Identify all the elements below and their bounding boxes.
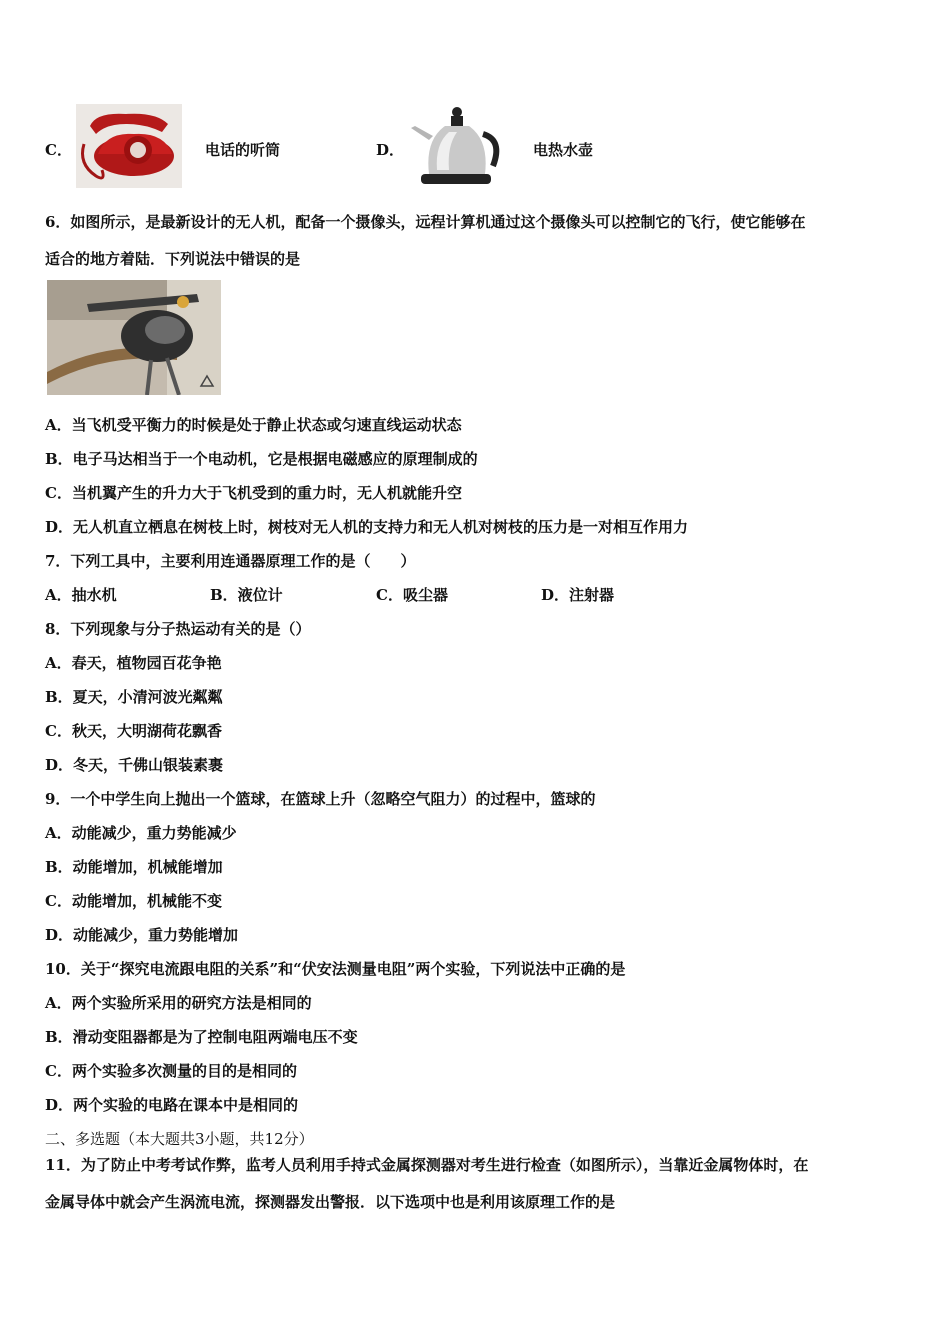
q8-option-b: B．夏天，小清河波光粼粼 — [45, 688, 223, 706]
q5-option-d-text: 电热水壶 — [533, 141, 594, 159]
q7-option-b: B．液位计 — [210, 586, 283, 604]
telephone-image — [76, 104, 182, 188]
electric-kettle-image — [407, 100, 507, 188]
section-heading: 二、多选题（本大题共3小题，共12分） — [45, 1130, 314, 1148]
q10-option-c: C．两个实验多次测量的目的是相同的 — [45, 1062, 297, 1080]
q6-option-a: A．当飞机受平衡力的时候是处于静止状态或匀速直线运动状态 — [45, 416, 462, 434]
q6-option-b: B．电子马达相当于一个电动机，它是根据电磁感应的原理制成的 — [45, 450, 478, 468]
q8-option-d: D．冬天，千佛山银装素裹 — [45, 756, 224, 774]
q9-option-c: C．动能增加，机械能不变 — [45, 892, 222, 910]
q8-option-c: C．秋天，大明湖荷花飘香 — [45, 722, 222, 740]
q9-option-d: D．动能减少，重力势能增加 — [45, 926, 239, 944]
q7-option-c: C．吸尘器 — [376, 586, 448, 604]
q6-stem-line2: 适合的地方着陆．下列说法中错误的是 — [45, 250, 301, 268]
q5-option-d-label: D． — [376, 141, 405, 159]
q11-stem-line2: 金属导体中就会产生涡流电流，探测器发出警报．以下选项中也是利用该原理工作的是 — [45, 1193, 616, 1211]
q10-option-b: B．滑动变阻器都是为了控制电阻两端电压不变 — [45, 1028, 358, 1046]
q9-stem: 9．一个中学生向上抛出一个篮球，在篮球上升（忽略空气阻力）的过程中，篮球的 — [45, 790, 596, 808]
q6-option-c: C．当机翼产生的升力大于飞机受到的重力时，无人机就能升空 — [45, 484, 462, 502]
q7-stem: 7．下列工具中，主要利用连通器原理工作的是（ ） — [45, 552, 416, 570]
q6-stem-line1: 6．如图所示，是最新设计的无人机，配备一个摄像头，远程计算机通过这个摄像头可以控制它的飞行，使它能够在 — [45, 213, 806, 231]
q10-option-d: D．两个实验的电路在课本中是相同的 — [45, 1096, 299, 1114]
q8-option-a: A．春天，植物园百花争艳 — [45, 654, 222, 672]
q11-stem-line1: 11．为了防止中考考试作弊，监考人员利用手持式金属探测器对考生进行检查（如图所示），当靠近金属物体时，在 — [45, 1156, 809, 1174]
q5-option-c-text: 电话的听筒 — [205, 141, 281, 159]
q7-option-d: D．注射器 — [541, 586, 615, 604]
q6-option-d: D．无人机直立栖息在树枝上时，树枝对无人机的支持力和无人机对树枝的压力是一对相互作用力 — [45, 518, 689, 536]
q10-stem: 10．关于“探究电流跟电阻的关系”和“伏安法测量电阻”两个实验，下列说法中正确的是 — [45, 960, 626, 978]
drone-on-branch-image — [47, 280, 221, 395]
q10-option-a: A．两个实验所采用的研究方法是相同的 — [45, 994, 312, 1012]
q8-stem: 8．下列现象与分子热运动有关的是（） — [45, 620, 311, 638]
q9-option-b: B．动能增加，机械能增加 — [45, 858, 223, 876]
q7-option-a: A．抽水机 — [45, 586, 117, 604]
q5-option-c-label: C． — [45, 141, 72, 159]
q9-option-a: A．动能减少，重力势能减少 — [45, 824, 237, 842]
